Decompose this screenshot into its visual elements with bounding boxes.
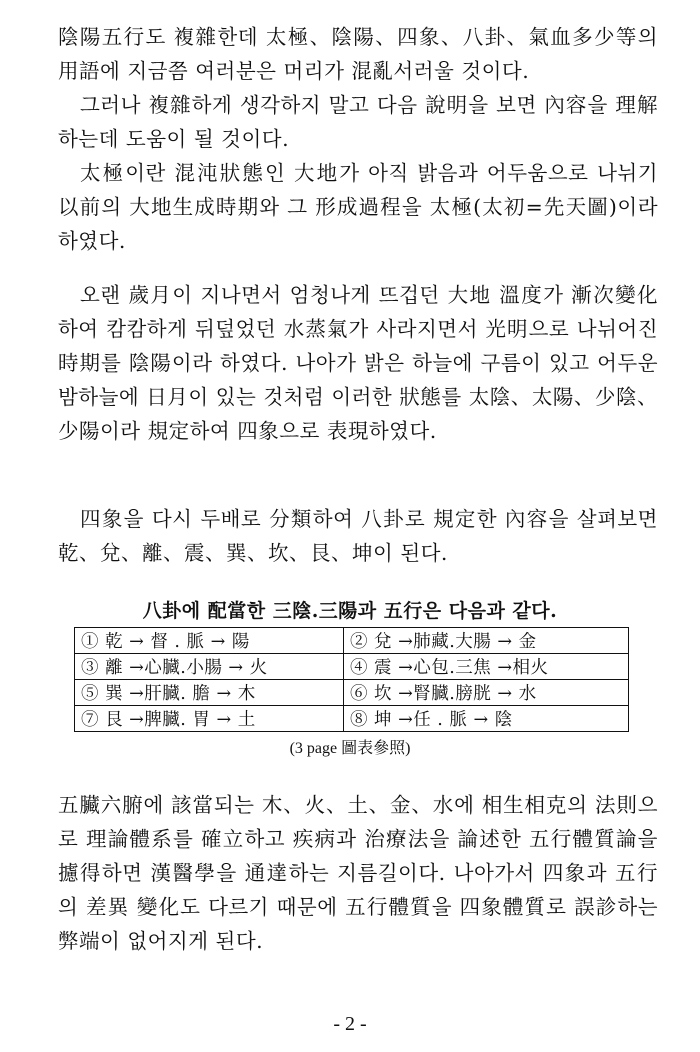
table-row [75, 628, 629, 654]
table-cell: ⑥ 坎 →腎臓.膀胱 → 水 [343, 680, 628, 706]
table-caption: 八卦에 配當한 三陰.三陽과 五行은 다음과 같다. [142, 600, 558, 622]
table-cell: ④ 震 →心包.三焦 →相火 [343, 654, 628, 680]
paragraph-intro: 陰陽五行도 複雜한데 太極、陰陽、四象、八卦、氣血多少等의 用語에 지금쯤 여러분은 머리가 混亂서러울 것이다. [58, 25, 658, 83]
table-reference-note: (3 page 圖表參照) [289, 740, 411, 757]
paragraph-yinyang: 오랜 歲月이 지나면서 엄청나게 뜨겁던 大地 溫度가 漸次變化하여 캄캄하게 뒤덮었던 水蒸氣가 사라지면서 光明으로 나뉘어진 時期를 陰陽이라 하였다. 나아가 밝은 하늘에 구름이 있고 어두운 밤하늘에 日月이 있는 것처럼 이러한 狀態를 太陰、太陽、少陰、少陽이라 規定하여 四象으로 表現하였다. [58, 283, 658, 443]
table-row [75, 654, 629, 680]
table-cell: ⑧ 坤 →任 . 脈 → 陰 [343, 706, 628, 732]
table-cell: ⑦ 艮 →脾臓. 胃 → 土 [75, 706, 344, 732]
table-cell: ① 乾 → 督 . 脈 → 陽 [75, 628, 344, 654]
paragraph-taiji: 太極이란 混沌狀態인 大地가 아직 밝음과 어두움으로 나뉘기 以前의 大地生成時期와 그 形成過程을 太極(太初=先天圖)이라 하였다. [58, 161, 658, 253]
table-row [75, 706, 629, 732]
table-row [75, 680, 629, 706]
paragraph-bagua: 四象을 다시 두배로 分類하여 八卦로 規定한 內容을 살펴보면 乾、兌、離、震、巽、坎、艮、坤이 된다. [58, 507, 658, 565]
paragraph-explanation: 그러나 複雜하게 생각하지 말고 다음 說明을 보면 內容을 理解하는데 도움이 될 것이다. [58, 93, 658, 151]
bagua-table [74, 627, 629, 732]
paragraph-five-elements: 五臟六腑에 該當되는 木、火、土、金、水에 相生相克의 法則으로 理論體系를 確立하고 疾病과 治療法을 論述한 五行體質論을 攄得하면 漢醫學을 通達하는 지름길이다. 나아가서 四象과 五行의 差異 變化도 다르기 때문에 五行體質을 四象體質로 誤診하는 弊端이 없어지게 된다. [58, 793, 658, 953]
page-number: - 2 - [333, 1013, 367, 1035]
table-cell: ⑤ 巽 →肝臓. 膽 → 木 [75, 680, 344, 706]
table-cell: ② 兌 →肺藏.大腸 → 金 [343, 628, 628, 654]
table-cell: ③ 離 →心臓.小腸 → 火 [75, 654, 344, 680]
